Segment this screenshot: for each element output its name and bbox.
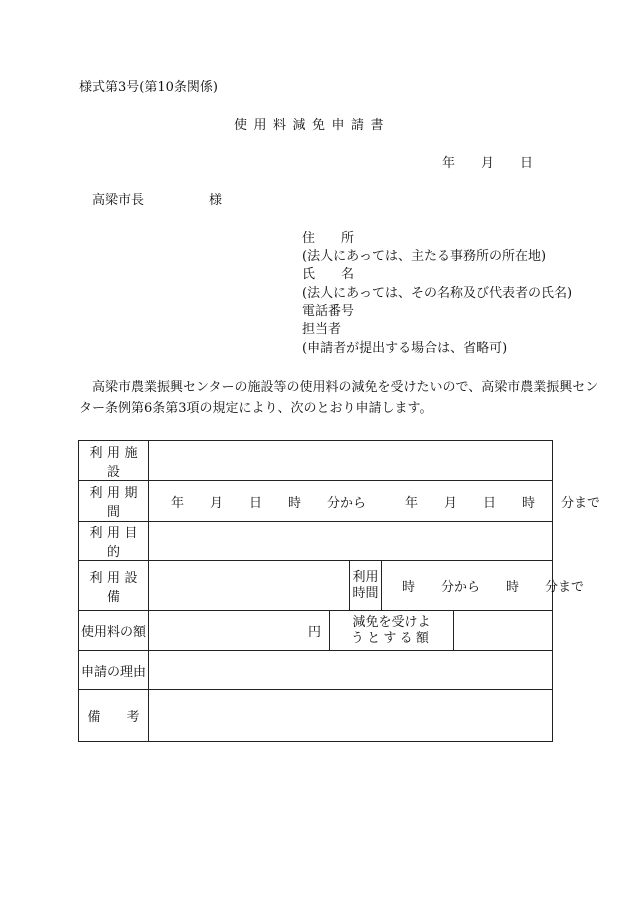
- phone-label: 電話番号: [302, 304, 355, 319]
- fee-label: 使用料の額: [79, 611, 149, 651]
- reason-field[interactable]: [149, 651, 553, 690]
- row-purpose: [79, 522, 553, 561]
- row-remarks: [79, 690, 553, 742]
- form-number: 様式第3号(第10条関係): [79, 80, 218, 95]
- row-reason: [79, 651, 553, 690]
- purpose-label: 利用目的: [79, 522, 149, 561]
- period-label: 利用期間: [79, 481, 149, 522]
- use-time-field[interactable]: 時 分から 時 分まで: [382, 561, 553, 611]
- addressee: 高梁市長 様: [92, 193, 223, 208]
- row-facility: [79, 441, 553, 481]
- facility-label: 利用施設: [79, 441, 149, 481]
- name-label: 氏 名: [302, 267, 355, 282]
- use-time-label-line1: 利用: [352, 569, 379, 585]
- reduction-label-line2: うとする額: [350, 630, 433, 646]
- use-time-label-line2: 時間: [352, 585, 379, 601]
- row-equipment: [79, 561, 553, 611]
- date-line: 年 月 日: [442, 156, 534, 171]
- reason-label: 申請の理由: [79, 651, 149, 690]
- application-table: [78, 440, 601, 742]
- use-time-label: [350, 561, 382, 611]
- name-note: (法人にあっては、その名称及び代表者の氏名): [302, 286, 573, 301]
- reduction-label: [330, 611, 454, 651]
- equipment-label: 利用設備: [79, 561, 149, 611]
- document-title: 使用料減免申請書: [234, 118, 391, 133]
- period-field[interactable]: 年 月 日 時 分から 年 月 日 時 分まで: [149, 481, 553, 522]
- facility-field[interactable]: [149, 441, 553, 481]
- reduction-field[interactable]: [454, 611, 553, 651]
- body-line-2: ター条例第6条第3項の規定により、次のとおり申請します。: [79, 401, 433, 416]
- reduction-label-line1: 減免を受けよ: [352, 614, 431, 630]
- address-note: (法人にあっては、主たる事務所の所在地): [302, 249, 547, 264]
- row-fee: [79, 611, 553, 651]
- fee-field[interactable]: 円: [149, 611, 330, 651]
- purpose-field[interactable]: [149, 522, 553, 561]
- remarks-field[interactable]: [149, 690, 553, 742]
- equipment-field[interactable]: [149, 561, 350, 611]
- contact-label: 担当者: [302, 322, 342, 337]
- row-period: [79, 481, 553, 522]
- remarks-label: 備 考: [79, 690, 149, 742]
- contact-note: (申請者が提出する場合は、省略可): [302, 341, 508, 356]
- address-label: 住 所: [302, 231, 355, 246]
- body-line-1: 高梁市農業振興センターの施設等の使用料の減免を受けたいので、高梁市農業振興セン: [92, 380, 599, 395]
